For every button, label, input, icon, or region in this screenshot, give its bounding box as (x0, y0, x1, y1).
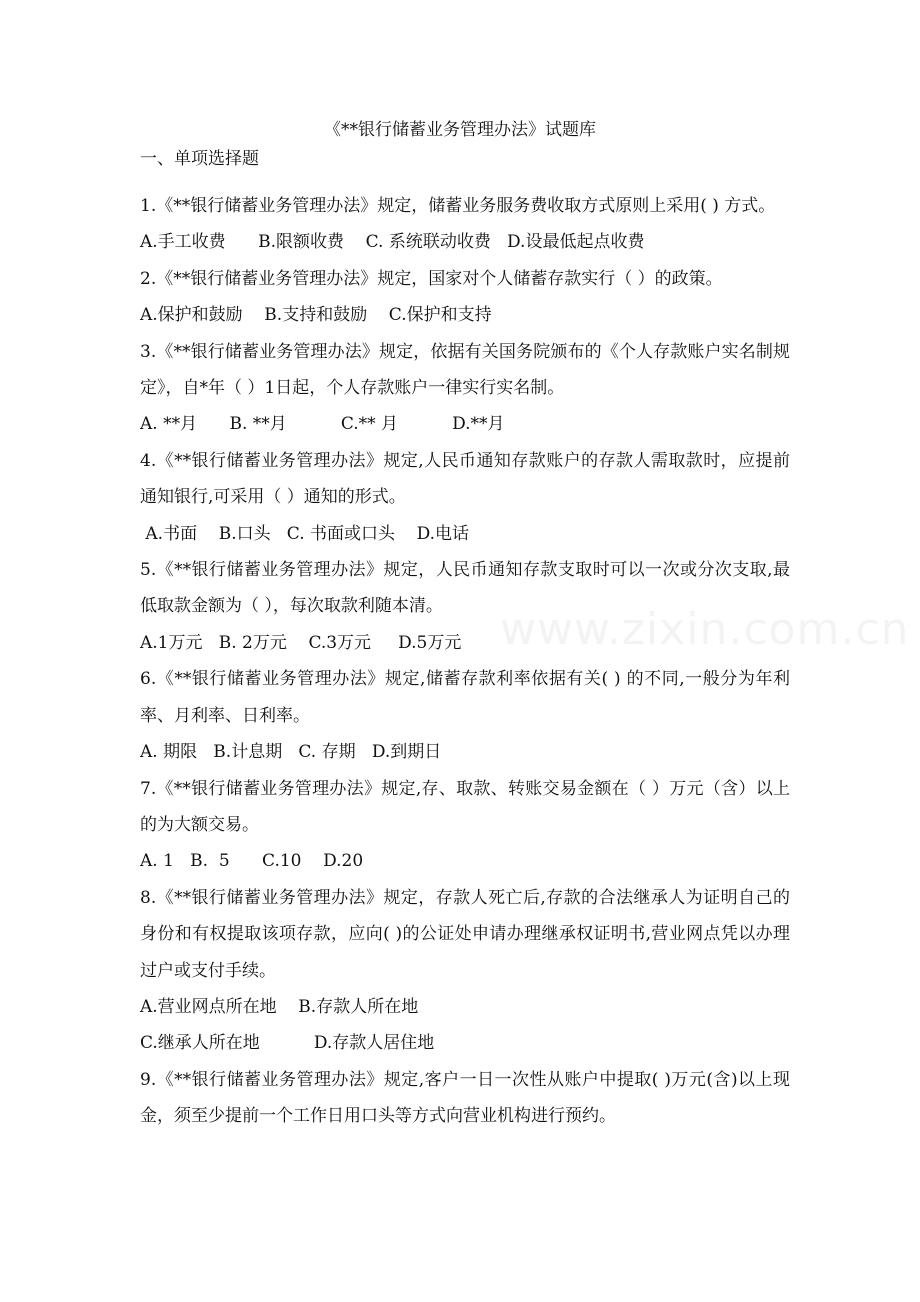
question-list (140, 188, 790, 1135)
question-text: 6.《**银行储蓄业务管理办法》规定,储蓄存款利率依据有关( ) 的不同,一般分为年利率、月利率、日利率。 (140, 669, 790, 726)
question-text: 5.《**银行储蓄业务管理办法》规定，人民币通知存款支取时可以一次或分次支取,最低取款金额为（ ），每次取款利随本清。 (140, 560, 790, 617)
question-text: 9.《**银行储蓄业务管理办法》规定,客户一日一次性从账户中提取( )万元(含)以上现金，须至少提前一个工作日用口头等方式向营业机构进行预约。 (140, 1069, 790, 1127)
question-text: 8.《**银行储蓄业务管理办法》规定，存款人死亡后,存款的合法继承人为证明自己的身份和有权提取该项存款，应向( )的公证处申请办理继承权证明书,营业网点凭以办理过户或支付手续。 (140, 887, 790, 981)
question-options: A. 期限 B.计息期 C. 存期 D.到期日 (140, 742, 442, 763)
question-text: 4.《**银行储蓄业务管理办法》规定,人民币通知存款账户的存款人需取款时，应提前通知银行,可采用（ ）通知的形式。 (140, 450, 790, 508)
question-options: A.手工收费 B.限额收费 C. 系统联动收费 D.设最低起点收费 (140, 232, 645, 253)
question-text: 1.《**银行储蓄业务管理办法》规定，储蓄业务服务费收取方式原则上采用( ) 方式。 (140, 196, 776, 216)
question-options: C.继承人所在地 D.存款人居住地 (140, 1033, 435, 1054)
question-text: 3.《**银行储蓄业务管理办法》规定，依据有关国务院颁布的《个人存款账户实名制规定》，自*年（ ）1日起，个人存款账户一律实行实名制。 (140, 341, 790, 399)
question-text: 2.《**银行储蓄业务管理办法》规定，国家对个人储蓄存款实行（ ）的政策。 (140, 268, 723, 289)
question-options: A.书面 B.口头 C. 书面或口头 D.电话 (140, 523, 470, 544)
watermark: www.zixin.com.cn (500, 604, 910, 655)
document-title: 《**银行储蓄业务管理办法》试题库 (324, 120, 596, 140)
question-options: A.营业网点所在地 B.存款人所在地 (140, 996, 419, 1017)
question-options: A.1万元 B. 2万元 C.3万元 D.5万元 (140, 632, 462, 653)
question-options: A. 1 B. 5 C.10 D.20 (140, 851, 364, 872)
question-options: A. **月 B. **月 C.** 月 D.**月 (140, 414, 505, 435)
question-options: A.保护和鼓励 B.支持和鼓励 C.保护和支持 (140, 305, 492, 326)
question-text: 7.《**银行储蓄业务管理办法》规定,存、取款、转账交易金额在（ ）万元（含）以上的为大额交易。 (140, 778, 790, 835)
section-heading: 一、单项选择题 (140, 149, 259, 169)
